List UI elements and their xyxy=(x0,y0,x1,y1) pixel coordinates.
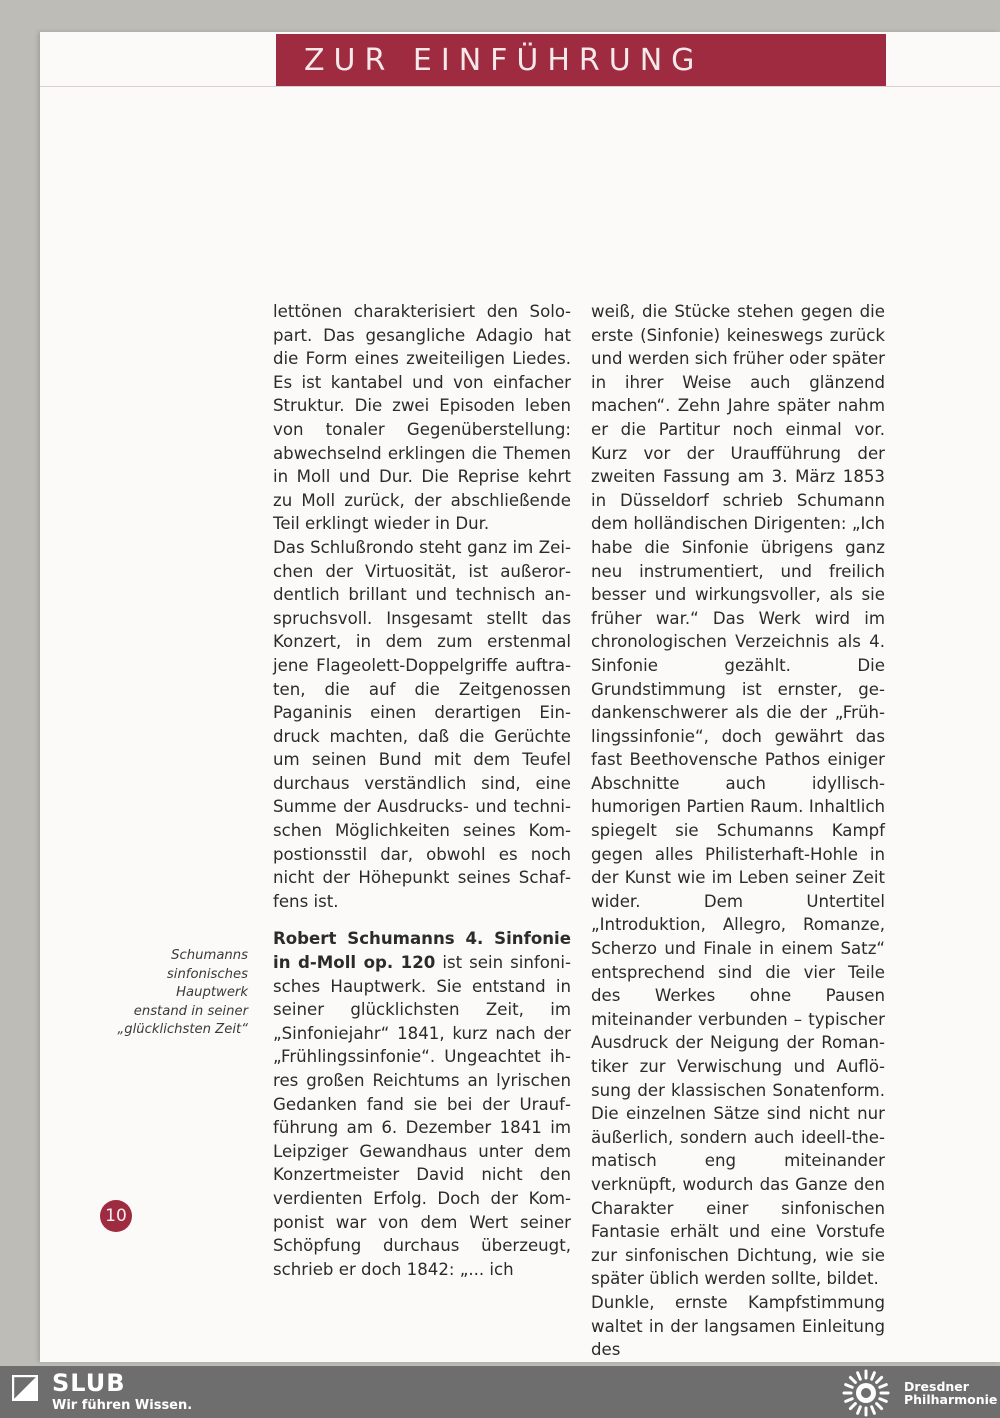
margin-note-line: Schumanns xyxy=(171,948,248,963)
partner-name-line: Philharmonie xyxy=(904,1392,998,1407)
section-title: ZUR EINFÜHRUNG xyxy=(304,42,704,78)
section-header xyxy=(276,34,886,86)
symphony-heading: Robert Schumanns 4. Sinfonie in d-Moll op. 120 xyxy=(273,929,571,973)
header-rule xyxy=(40,86,1000,87)
margin-note xyxy=(96,947,248,1040)
partner-name-line: Dresdner xyxy=(904,1379,969,1394)
paragraph: lettönen charakterisiert den Solopart. Das gesangliche Adagio hat die Form eines zweiteiligen Liedes. Es ist kantabel und von einfacher Struktur. Die zwei Episoden leben von tonaler Gegenüberstellung: abwechselnd erklingen die Themen in Moll und Dur. Die Reprise kehrt zu Moll zurück, der abschließende Teil erklingt wieder in Dur. xyxy=(273,302,571,534)
document-page xyxy=(40,32,1000,1362)
right-text-column xyxy=(591,300,885,1362)
page-number-badge xyxy=(100,1200,132,1232)
page-number: 10 xyxy=(105,1206,127,1226)
paragraph: Dunkle, ernste Kampfstimmung waltet in der langsamen Einleitung des xyxy=(591,1292,885,1360)
slub-logo-icon xyxy=(12,1375,38,1401)
library-name: SLUB xyxy=(52,1369,126,1397)
paragraph: weiß, die Stücke stehen gegen die erste (Sinfonie) keineswegs zurück und werden sich früher oder später in ihrer Weise auch glänzend machen“. Zehn Jahre später nahm er die Partitur noch einmal vor. Kurz vor der Uraufführung der zweiten Fassung am 3. März 1853 in Düsseldorf schrieb Schumann dem holländischen Dirigenten: „Ich habe die Sinfonie übrigens ganz neu instrumentiert, und freilich besser und wirkungsvoller, als sie früher war.“ Das Werk wird im chronologischen Verzeichnis als 4. Sinfonie gezählt. Die Grundstimmung ist ernster, gedankenschwerer als die der „Frühlingssinfonie“, doch gewährt das fast Beethovensche Pathos einiger Abschnitte auch idyllisch-humorigen Partien Raum. Inhaltlich spiegelt sie Schumanns Kampf gegen alles Philisterhaft-Hohle in der Kunst wie im Leben seiner Zeit wider. Dem Untertitel „Introduktion, Allegro, Romanze, Scherzo und Finale in einem Satz“ entsprechend sind die vier Teile des Werkes ohne Pausen miteinander verbunden – typischer Ausdruck der Neigung der Romantiker zur Verwischung und Auflösung der klassischen Sonatenform. Die einzelnen Sätze sind nicht nur äußerlich, sondern auch ideell-thematisch eng miteinander verknüpft, wodurch das Ganze den Charakter einer sinfonischen Fantasie erhält und eine Vorstufe zur sinfonischen Dichtung, wie sie später üblich werden sollte, bildet. xyxy=(591,302,885,1289)
margin-note-line: sinfonisches Hauptwerk xyxy=(166,966,248,1000)
margin-note-line: „glücklichsten Zeit“ xyxy=(117,1022,248,1037)
library-tagline: Wir führen Wissen. xyxy=(52,1398,193,1413)
margin-note-line: enstand in seiner xyxy=(133,1003,248,1019)
paragraph xyxy=(273,927,571,1281)
paragraph-text: ist sein sinfonisches Hauptwerk. Sie entstand in seiner glücklichsten Zeit, im „Sinfoniejahr“ 1841, kurz nach der „Frühlingssinfonie“. Ungeachtet ihres großen Reichtums an lyrischen Gedanken fand sie bei der Uraufführung am 6. Dezember 1841 im Leipziger Gewandhaus unter dem Konzertmeister David nicht den verdienten Erfolg. Doch der Komponist war von dem Wert seiner Schöpfung durchaus überzeugt, schrieb er doch 1842: „... ich xyxy=(273,953,572,1279)
footer-bar xyxy=(0,1366,1000,1418)
partner-name xyxy=(904,1380,997,1406)
paragraph: Das Schlußrondo steht ganz im Zeichen der Virtuosität, ist außerordentlich brillant und technisch anspruchsvoll. Insgesamt stellt das Konzert, in dem zum erstenmal jene Flageolett-Doppelgriffe auftraten, die auf die Zeitgenossen Paganinis einen derartigen Eindruck machten, daß die Gerüchte um seinen Bund mit dem Teufel durchaus verständlich sind, eine Summe der Ausdrucks- und technischen Möglichkeiten seines Kompostionsstil dar, obwohl es noch nicht der Höhepunkt seines Schaffens ist. xyxy=(273,537,571,911)
philharmonie-logo-icon xyxy=(842,1369,890,1417)
left-text-column xyxy=(273,300,571,1281)
